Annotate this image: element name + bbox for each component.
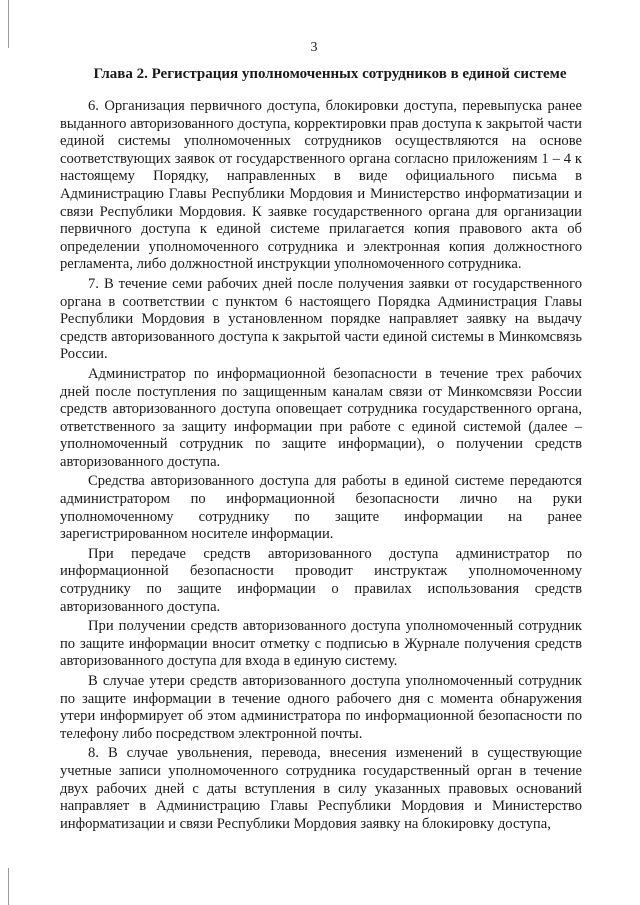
paragraph-8: 8. В случае увольнения, перевода, внесения изменений в существующие учетные записи уполномоченного сотрудника государственный орган в течение двух рабочих дней с даты вступления в силу указанных правовых оснований направляет в Администрацию Главы Республики Мордовия и Министерство информатизации и связи Республики Мордовия заявку на блокировку доступа, bbox=[60, 745, 582, 832]
document-body bbox=[60, 98, 582, 835]
paragraph-7: 7. В течение семи рабочих дней после получения заявки от государственного органа в соответствии с пунктом 6 настоящего Порядка Администрация Главы Республики Мордовия в установленном порядке направляет заявку на выдачу средств авторизованного доступа к закрытой части единой системы в Минкомсвязь России. bbox=[60, 275, 582, 363]
paragraph-access-handover: Средства авторизованного доступа для работы в единой системе передаются администратором по информационной безопасности лично на руки уполномоченному сотруднику по защите информации на ранее зарегистрированном носителе информации. bbox=[60, 473, 582, 543]
paragraph-admin-notification: Администратор по информационной безопасности в течение трех рабочих дней после поступления по защищенным каналам связи от Минкомсвязи России средств авторизованного доступа оповещает сотрудника государственного органа, ответственного за защиту информации при работе с единой системой (далее – уполномоченный сотрудник по защите информации), о получении средств авторизованного доступа. bbox=[60, 365, 582, 470]
margin-scan-line-bottom bbox=[8, 868, 9, 905]
paragraph-instruction: При передаче средств авторизованного доступа администратор по информационной безопасности проводит инструктаж уполномоченному сотруднику по защите информации о правилах использования средств авторизованного доступа. bbox=[60, 545, 582, 615]
paragraph-journal-signature: При получении средств авторизованного доступа уполномоченный сотрудник по защите информации вносит отметку с подписью в Журнале получения средств авторизованного доступа для входа в единую систему. bbox=[60, 618, 582, 670]
page-number: 3 bbox=[310, 40, 318, 55]
chapter-title: Глава 2. Регистрация уполномоченных сотрудников в единой системе bbox=[93, 66, 567, 82]
paragraph-6: 6. Организация первичного доступа, блокировки доступа, перевыпуска ранее выданного авторизованного доступа, корректировки прав доступа к закрытой части единой системы уполномоченных сотрудников осуществляются на основе соответствующих заявок от государственного органа согласно приложениям 1 – 4 к настоящему Порядку, направленных в виде официального письма в Администрацию Главы Республики Мордовия и Министерство информатизации и связи Республики Мордовия. К заявке государственного органа для организации первичного доступа к единой системе прилагается копия правового акта об определении уполномоченного сотрудника и электронная копия должностного регламента, либо должностной инструкции уполномоченного сотрудника. bbox=[60, 98, 582, 273]
paragraph-loss-of-access: В случае утери средств авторизованного доступа уполномоченный сотрудник по защите информации в течение одного рабочего дня с момента обнаружения утери информирует об этом администратора по информационной безопасности по телефону либо посредством электронной почты. bbox=[60, 673, 582, 742]
